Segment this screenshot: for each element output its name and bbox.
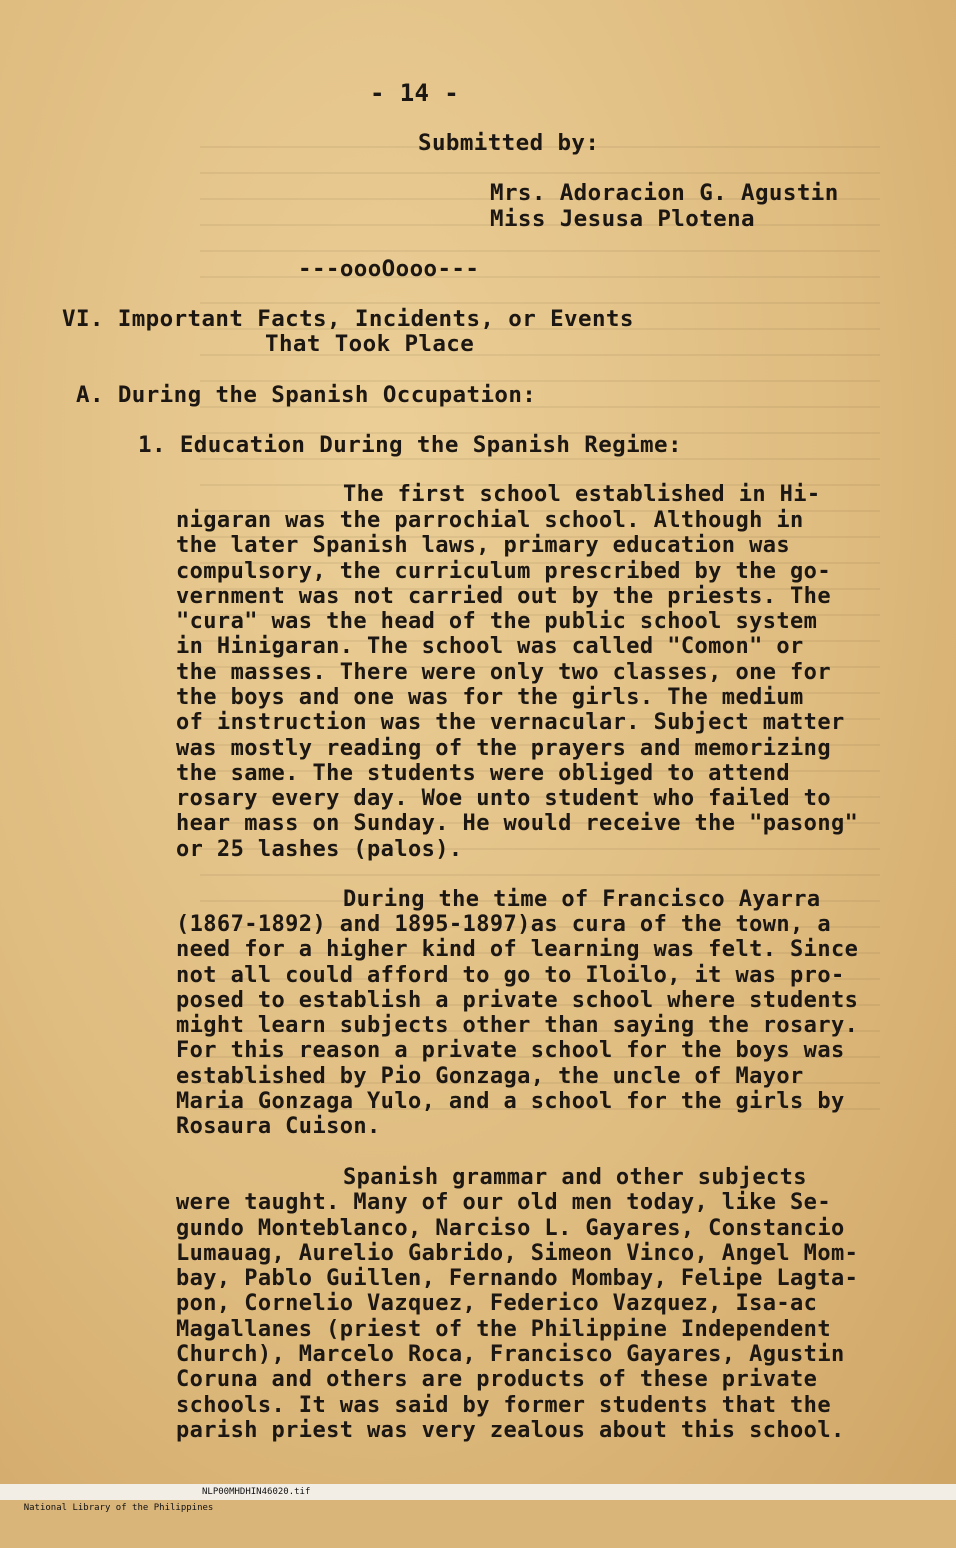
paragraph-line: vernment was not carried out by the priests. The [176,584,831,609]
paragraph-line: the boys and one was for the girls. The medium [176,685,804,710]
paragraph-line: the same. The students were obliged to attend [176,761,791,786]
scan-filename: NLP00MHDHIN46020.tif [202,1487,311,1497]
paragraph-line: were taught. Many of our old men today, like Se- [176,1190,831,1215]
paragraph-line: nigaran was the parrochial school. Although in [176,508,804,533]
paragraph-line: was mostly reading of the prayers and memorizing [176,736,831,761]
paragraph-line: Church), Marcelo Roca, Francisco Gayares, Agustin [176,1342,845,1367]
paragraph-line: gundo Monteblanco, Narciso L. Gayares, Constancio [176,1216,845,1241]
paragraph-line: the masses. There were only two classes, one for [176,660,831,685]
section-divider: ---oooOooo--- [298,256,480,282]
paragraph-line: pon, Cornelio Vazquez, Federico Vazquez, Isa-ac [176,1291,818,1316]
submitter-name: Mrs. Adoracion G. Agustin [490,180,839,206]
paragraph-line: Maria Gonzaga Yulo, and a school for the girls by [176,1089,845,1114]
scan-footer [0,1484,956,1513]
paragraph-line: posed to establish a private school where students [176,988,859,1013]
submitter-name: Miss Jesusa Plotena [490,206,755,232]
paragraph-line: Coruna and others are products of these private [176,1367,818,1392]
paragraph-line: bay, Pablo Guillen, Fernando Mombay, Felipe Lagta- [176,1266,859,1291]
paragraph-line: schools. It was said by former students that the [176,1393,831,1418]
page-number: - 14 - [370,79,460,107]
paragraph-line: hear mass on Sunday. He would receive the "pasong" [176,811,859,836]
paragraph-line: rosary every day. Woe unto student who failed to [176,786,831,811]
item-heading: 1. Education During the Spanish Regime: [138,432,682,458]
subsection-heading: A. During the Spanish Occupation: [76,382,537,408]
paragraph-line: or 25 lashes (palos). [176,837,463,862]
paragraph-line: parish priest was very zealous about this school. [176,1418,845,1443]
paragraph-line: established by Pio Gonzaga, the uncle of Mayor [176,1064,804,1089]
paragraph-line: need for a higher kind of learning was felt. Since [176,937,859,962]
paragraph-line: Lumauag, Aurelio Gabrido, Simeon Vinco, Angel Mom- [176,1241,859,1266]
library-credit: National Library of the Philippines [23,1503,214,1513]
paragraph-line: Spanish grammar and other subjects [343,1165,807,1190]
paragraph-line: Rosaura Cuison. [176,1114,381,1139]
paragraph-line: Magallanes (priest of the Philippine Independent [176,1317,831,1342]
paragraph-line: in Hinigaran. The school was called "Comon" or [176,634,804,659]
paragraph-line: the later Spanish laws, primary education was [176,533,791,558]
submitted-by-label: Submitted by: [418,130,600,156]
section-heading: VI. Important Facts, Incidents, or Events [62,306,634,332]
paragraph-line: compulsory, the curriculum prescribed by the go- [176,559,831,584]
paragraph-line: might learn subjects other than saying the rosary. [176,1013,859,1038]
paragraph-line: (1867-1892) and 1895-1897)as cura of the town, a [176,912,831,937]
paragraph-line: not all could afford to go to Iloilo, it was pro- [176,963,845,988]
paragraph-line: of instruction was the vernacular. Subject matter [176,710,845,735]
paragraph-line: "cura" was the head of the public school system [176,609,818,634]
paragraph-line: The first school established in Hi- [343,482,821,507]
section-heading-continued: That Took Place [265,331,475,357]
paragraph-line: During the time of Francisco Ayarra [343,887,821,912]
paragraph-line: For this reason a private school for the boys was [176,1038,845,1063]
